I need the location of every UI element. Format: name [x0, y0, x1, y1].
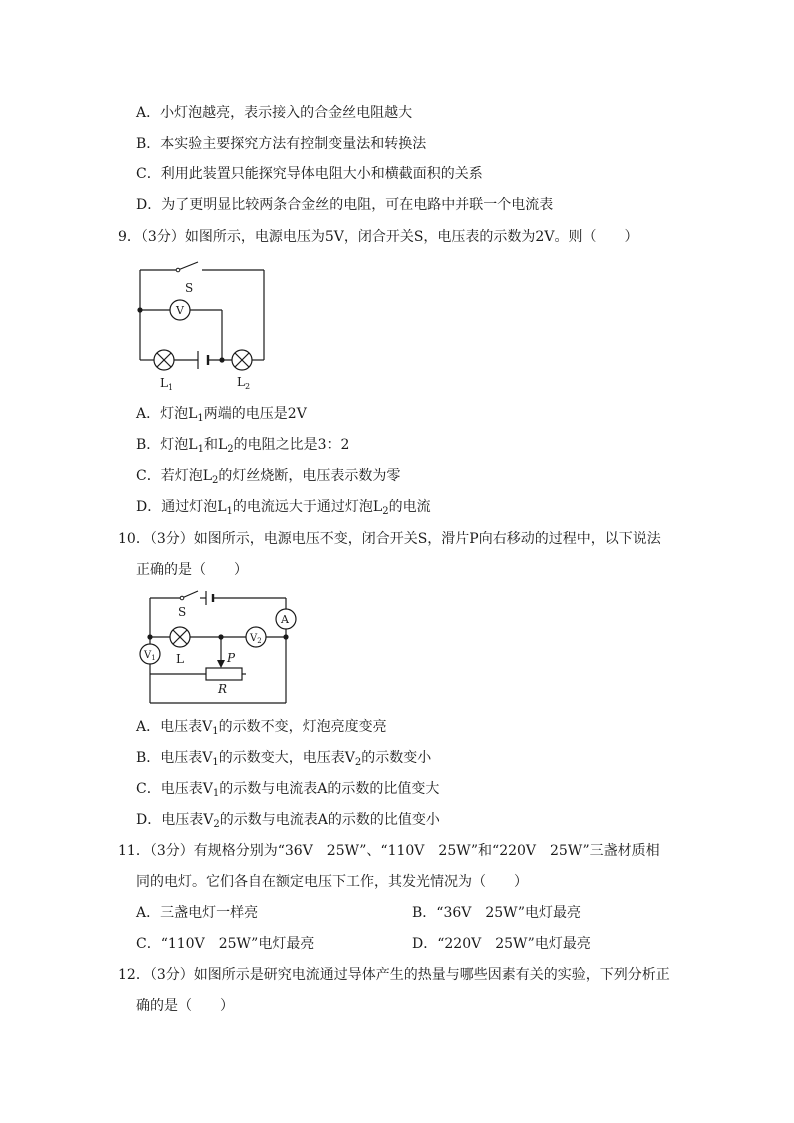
q10-lamp-label: L [176, 652, 184, 666]
q10-option-c: C．电压表$V_1$的示数与电流表A的示数的比值变大 [136, 781, 440, 799]
q11-stem-line1: 11．（3分）有规格分别为“36V 25W”、“110V 25W”和“220V 25W”三盏材质相 [118, 843, 660, 859]
q11-option-c: C．“110V 25W”电灯最亮 [136, 936, 315, 952]
q10-v2-label: $V_2$ [250, 633, 262, 645]
q8-option-c: C．利用此装置只能探究导体电阻大小和横截面积的关系 [136, 166, 483, 182]
q9-stem: 9．（3分）如图所示，电源电压为5V，闭合开关S，电压表的示数为2V。则（ ） [118, 229, 639, 245]
q10-option-d: D．电压表$V_2$的示数与电流表A的示数的比值变小 [136, 812, 440, 830]
q8-option-a: A．小灯泡越亮，表示接入的合金丝电阻越大 [136, 105, 413, 121]
q12-stem-line1: 12．（3分）如图所示是研究电流通过导体产生的热量与哪些因素有关的实验，下列分析正 [118, 967, 670, 983]
q9-circuit-diagram [130, 256, 280, 396]
q10-resistor-label: R [218, 682, 228, 696]
q9-option-b: B．灯泡$L_1$和$L_2$的电阻之比是3：2 [136, 437, 350, 455]
q10-v1-label: $V_1$ [144, 650, 156, 662]
q9-option-c: C．若灯泡$L_2$的灯丝烧断，电压表示数为零 [136, 468, 401, 486]
q11-stem-line2: 同的电灯。它们各自在额定电压下工作，其发光情况为（ ） [136, 874, 528, 890]
q10-option-b: B．电压表$V_1$的示数变大，电压表$V_2$的示数变小 [136, 750, 432, 768]
q10-option-a: A．电压表$V_1$的示数不变，灯泡亮度变亮 [136, 719, 387, 737]
q10-ammeter-label: A [281, 613, 289, 626]
q10-resistor [206, 668, 242, 680]
q9-junction-left [137, 307, 142, 312]
q10-stem-line1: 10．（3分）如图所示，电源电压不变，闭合开关S，滑片P向右移动的过程中，以下说法 [118, 531, 661, 547]
q9-junction-bottom [219, 357, 224, 362]
q9-option-d: D．通过灯泡$L_1$的电流远大于通过灯泡$L_2$的电流 [136, 499, 431, 517]
q12-stem-line2: 确的是（ ） [136, 998, 234, 1014]
q11-option-a: A．三盏电灯一样亮 [136, 905, 259, 921]
q9-switch-blade [178, 262, 198, 270]
q10-slider-label: P [227, 651, 236, 665]
q11-option-d: D．“220V 25W”电灯最亮 [412, 936, 591, 952]
q11-option-b: B．“36V 25W”电灯最亮 [412, 905, 581, 921]
q9-option-a: A．灯泡$L_1$两端的电压是2V [136, 406, 307, 424]
q8-option-b: B．本实验主要探究方法有控制变量法和转换法 [136, 136, 427, 152]
q10-switch-label: S [178, 605, 187, 619]
q9-l1-label: $L_1$ [160, 376, 174, 392]
q9-switch-label: S [185, 281, 194, 295]
q10-switch-blade [182, 591, 198, 598]
q10-slider-arrow [217, 660, 225, 668]
q9-voltmeter-label: V [176, 304, 184, 317]
q10-stem-line2: 正确的是（ ） [136, 562, 248, 578]
q8-option-d: D．为了更明显比较两条合金丝的电阻，可在电路中并联一个电流表 [136, 197, 554, 213]
q9-l2-label: $L_2$ [237, 375, 251, 391]
q10-circuit-diagram [136, 586, 306, 706]
